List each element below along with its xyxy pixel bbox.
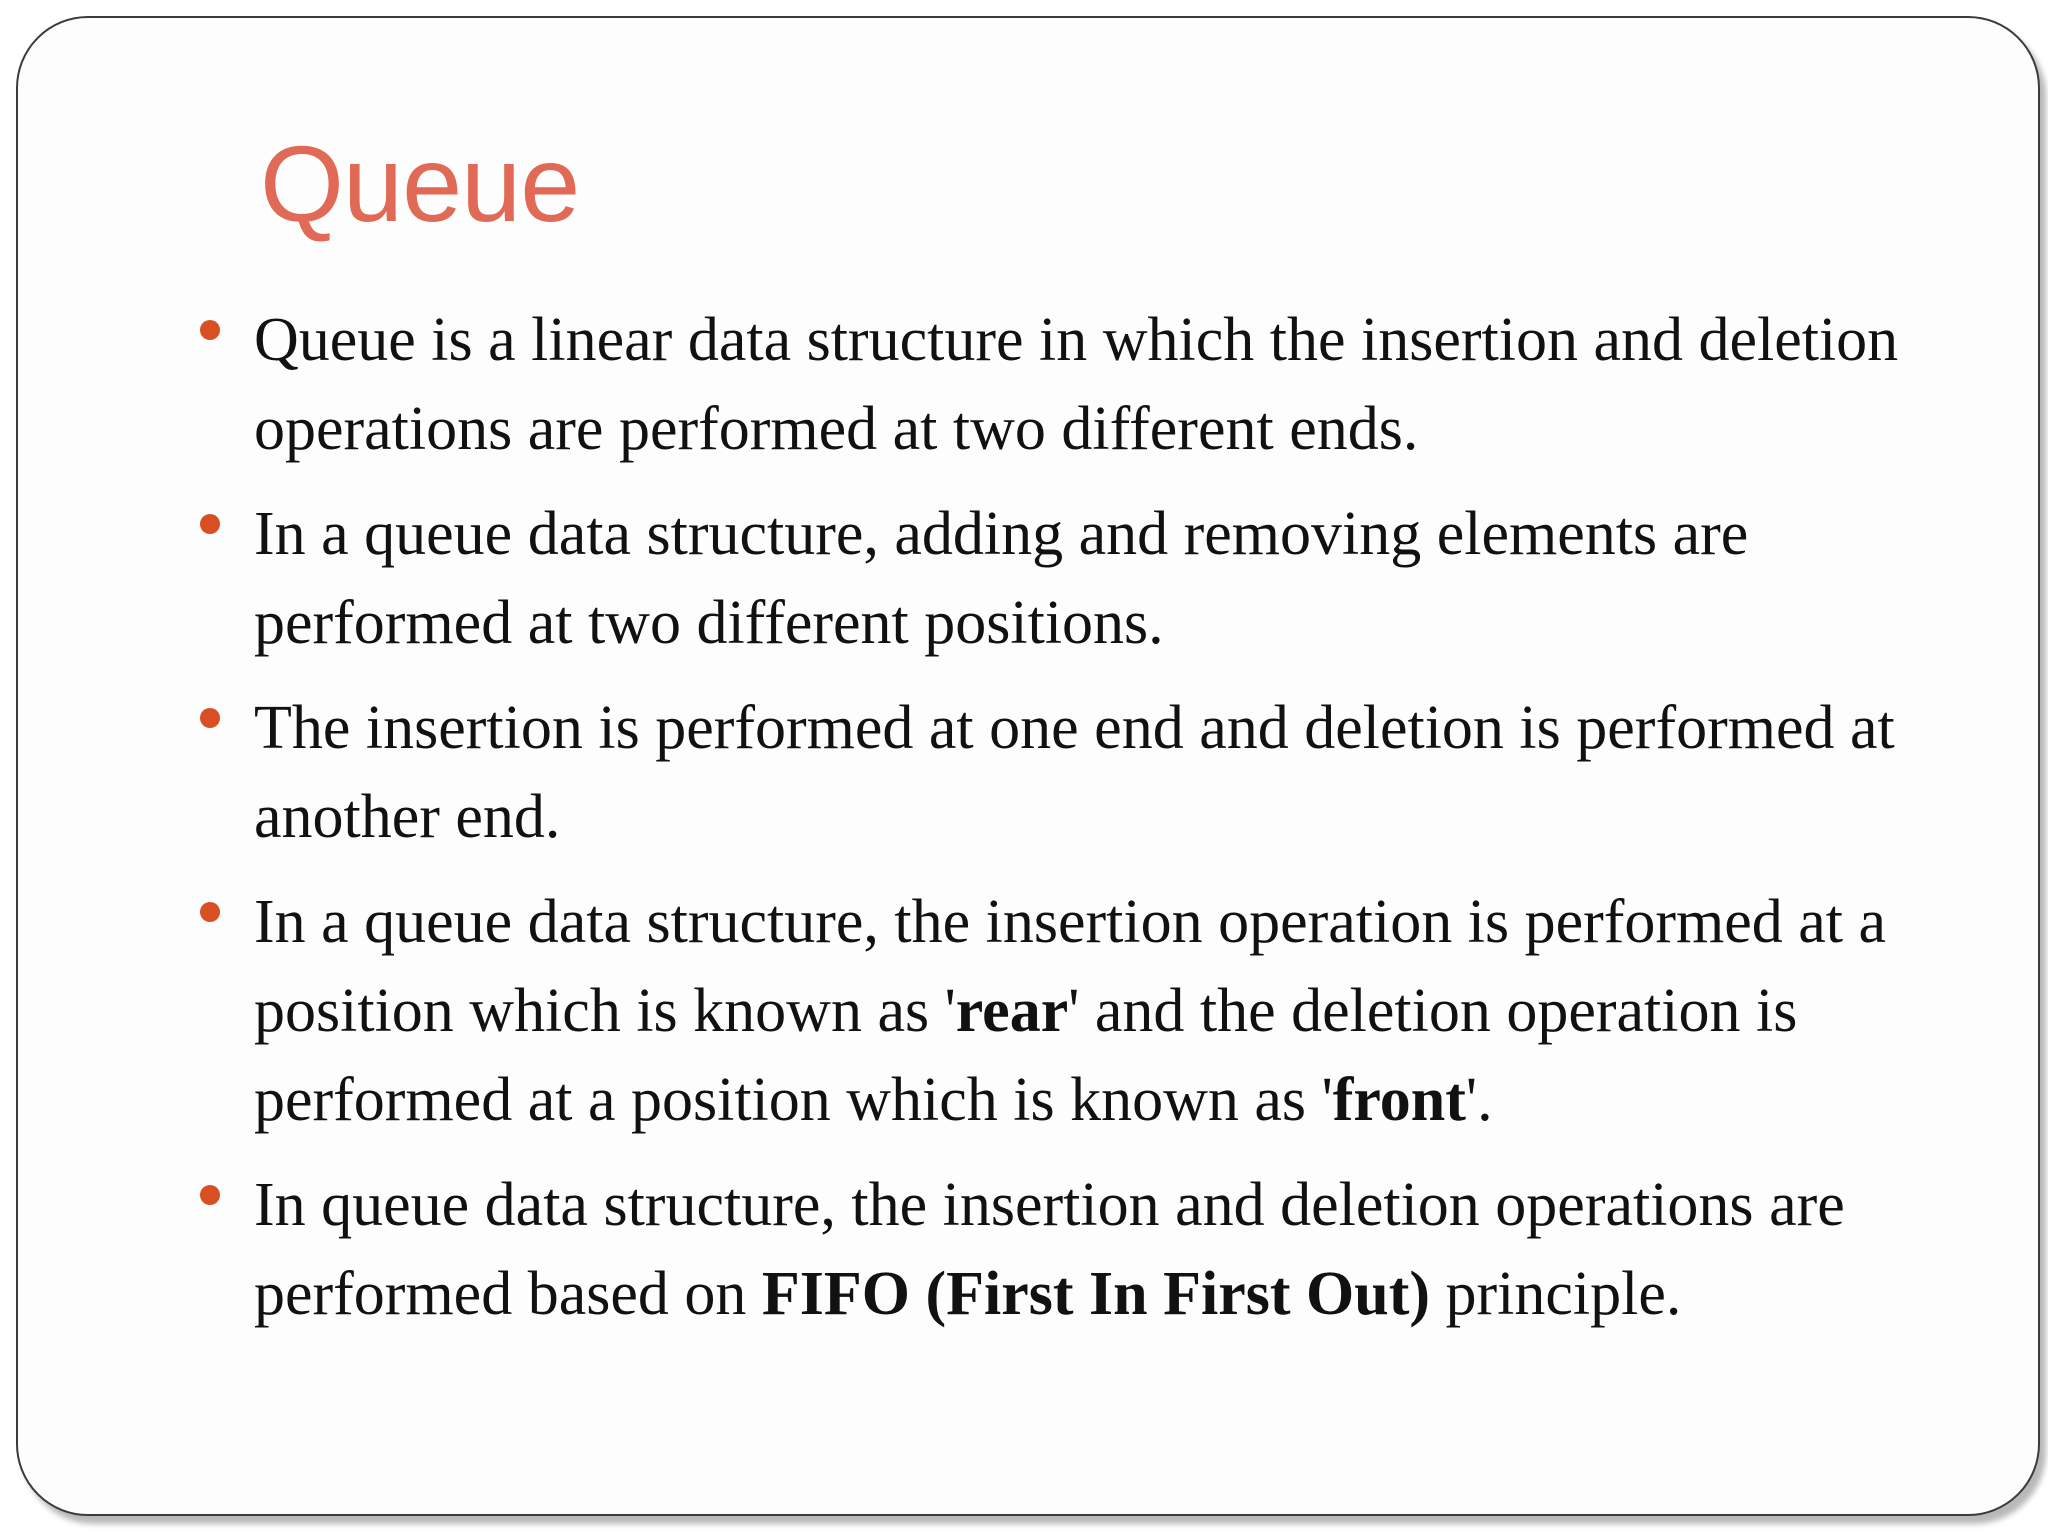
bullet-item-3 xyxy=(254,684,1994,862)
bullet-dot-icon xyxy=(200,902,220,922)
slide-title: Queue xyxy=(260,123,580,244)
bullet-item-5 xyxy=(254,1161,1994,1339)
keyword-rear: rear xyxy=(955,977,1069,1045)
bullet-dot-icon xyxy=(200,320,220,340)
bullet-text: In a queue data structure, adding and removing elements are performed at two different positions. xyxy=(254,500,1749,657)
slide xyxy=(16,16,2040,1516)
bullet-item-1 xyxy=(254,296,1994,474)
keyword-front: front xyxy=(1332,1066,1466,1134)
bullet-text-part: ' and the deletion operation is performed at a position which is known as ' xyxy=(254,977,1798,1134)
bullet-text: Queue is a linear data structure in which the insertion and deletion operations are performed at two different ends. xyxy=(254,306,1899,463)
bullet-text-part: '. xyxy=(1465,1066,1493,1134)
bullet-list xyxy=(254,296,1994,1355)
bullet-text-part: In a queue data structure, the insertion operation is performed at a position which is known as ' xyxy=(254,888,1887,1045)
keyword-fifo: FIFO (First In First Out) xyxy=(761,1260,1431,1328)
bullet-item-4 xyxy=(254,878,1994,1145)
bullet-dot-icon xyxy=(200,514,220,534)
bullet-text-part: In queue data structure, the insertion and deletion operations are performed based on xyxy=(254,1171,1845,1328)
bullet-item-2 xyxy=(254,490,1994,668)
bullet-text-part: principle. xyxy=(1430,1260,1682,1328)
bullet-text: The insertion is performed at one end and deletion is performed at another end. xyxy=(254,694,1895,851)
bullet-dot-icon xyxy=(200,708,220,728)
bullet-dot-icon xyxy=(200,1185,220,1205)
